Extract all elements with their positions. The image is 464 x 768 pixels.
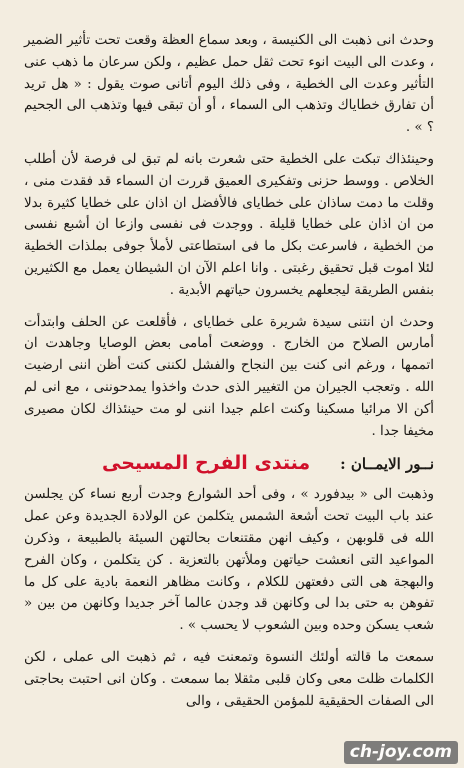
paragraph-1: وحدث انى ذهبت الى الكنيسة ، وبعد سماع العظة وقعت تحت تأثير الضمير ، وعدت الى البيت انوء تحت ثقل حمل عظيم ، ولكن سرعان ما ذهب عنى التأثير وعدت الى الخطية ، وفى ذلك اليوم أتانى صوت يقول : « هل تريد أن تفارق خطاياك وتذهب الى السماء ، أو أن تبقى فيها وتذهب الى الجحيم ؟ » .	[24, 33, 434, 136]
paragraph-5: سمعت ما قالته أولئك النسوة وتمعنت فيه ، ثم ذهبت الى عملى ، لكن الكلمات ظلت معى وكان قلبى مثقلا بما سمعت . وكان انى احتبت بحاجتى الى الصفات الحقيقية للمؤمن الحقيقى ، والى	[24, 649, 434, 709]
paragraph-2: وحينئذاك تبكت على الخطية حتى شعرت بانه لم تبق لى فرصة لأن أطلب الخلاص . ووسط حزنى وتفكيرى العميق قررت ان السماء قد فقدت منى ، وقلت ما دمت ساذان على خطاياى فالأفضل ان اذان على خطايا كثيرة بدلا من ان اذان على خطايا قليلة . ووجدت فى نفسى وازعا ان أشبع نفسى من الخطية ، فاسرعت بكل ما فى استطاعتى لأملأ جوفى بملذات الخطية لئلا اموت قبل تحقيق رغبتى . وانا اعلم الآن ان الشيطان يعمل مع الكثيرين بنفس الطريقة ليجعلهم يخسرون حياتهم الأبدية .	[24, 151, 434, 298]
paragraph-3: وحدث ان انتنى سيدة شريرة على خطاياى ، فأقلعت عن الحلف وابتدأت أمارس الصلاح من الخارج . ووضعت أمامى بعض الوصايا وجاهدت ان اتممها ، ورغم انى كنت بين النجاح والفشل لكننى كنت أظن اننى ارضيت الله . وتعجب الجيران من التغيير الذى حدث واخذوا يمدحوننى ، مع انى لم أكن الا مرائيا مسكينا وكنت اعلم جيدا اننى لو مت حينئذاك لكان مصيرى مخيفا جدا .	[24, 314, 434, 439]
site-watermark: ch-joy.com	[344, 741, 458, 764]
paragraph-4: وذهبت الى « بيدفورد » ، وفى أحد الشوارع وجدت أربع نساء كن يجلسن عند باب البيت تحت أشعة الشمس يتكلمن عن الولادة الجديدة وعن عمل الله فى قلوبهن ، وكيف انهن مقتنعات بحالتهن السيئة بالطبيعة ، وذكرن المواعيد التى انعشت حياتهن وملأتهن بالتعزية . كن يتكلمن ، وكان الفرح والبهجة هى التى دفعتهن للكلام ، وكانت مظاهر النعمة بادية على كل ما تفوهن به حتى بدا لى وكانهن قد وجدن عالما آخر جديدا وكانهن من بين « شعب يسكن وحده وبين الشعوب لا يحسب » .	[24, 487, 434, 634]
section-header	[24, 452, 434, 474]
forum-name-label: منتدى الفرح المسيحى	[101, 452, 311, 475]
section-title: نــور الايمــان :	[340, 455, 434, 474]
